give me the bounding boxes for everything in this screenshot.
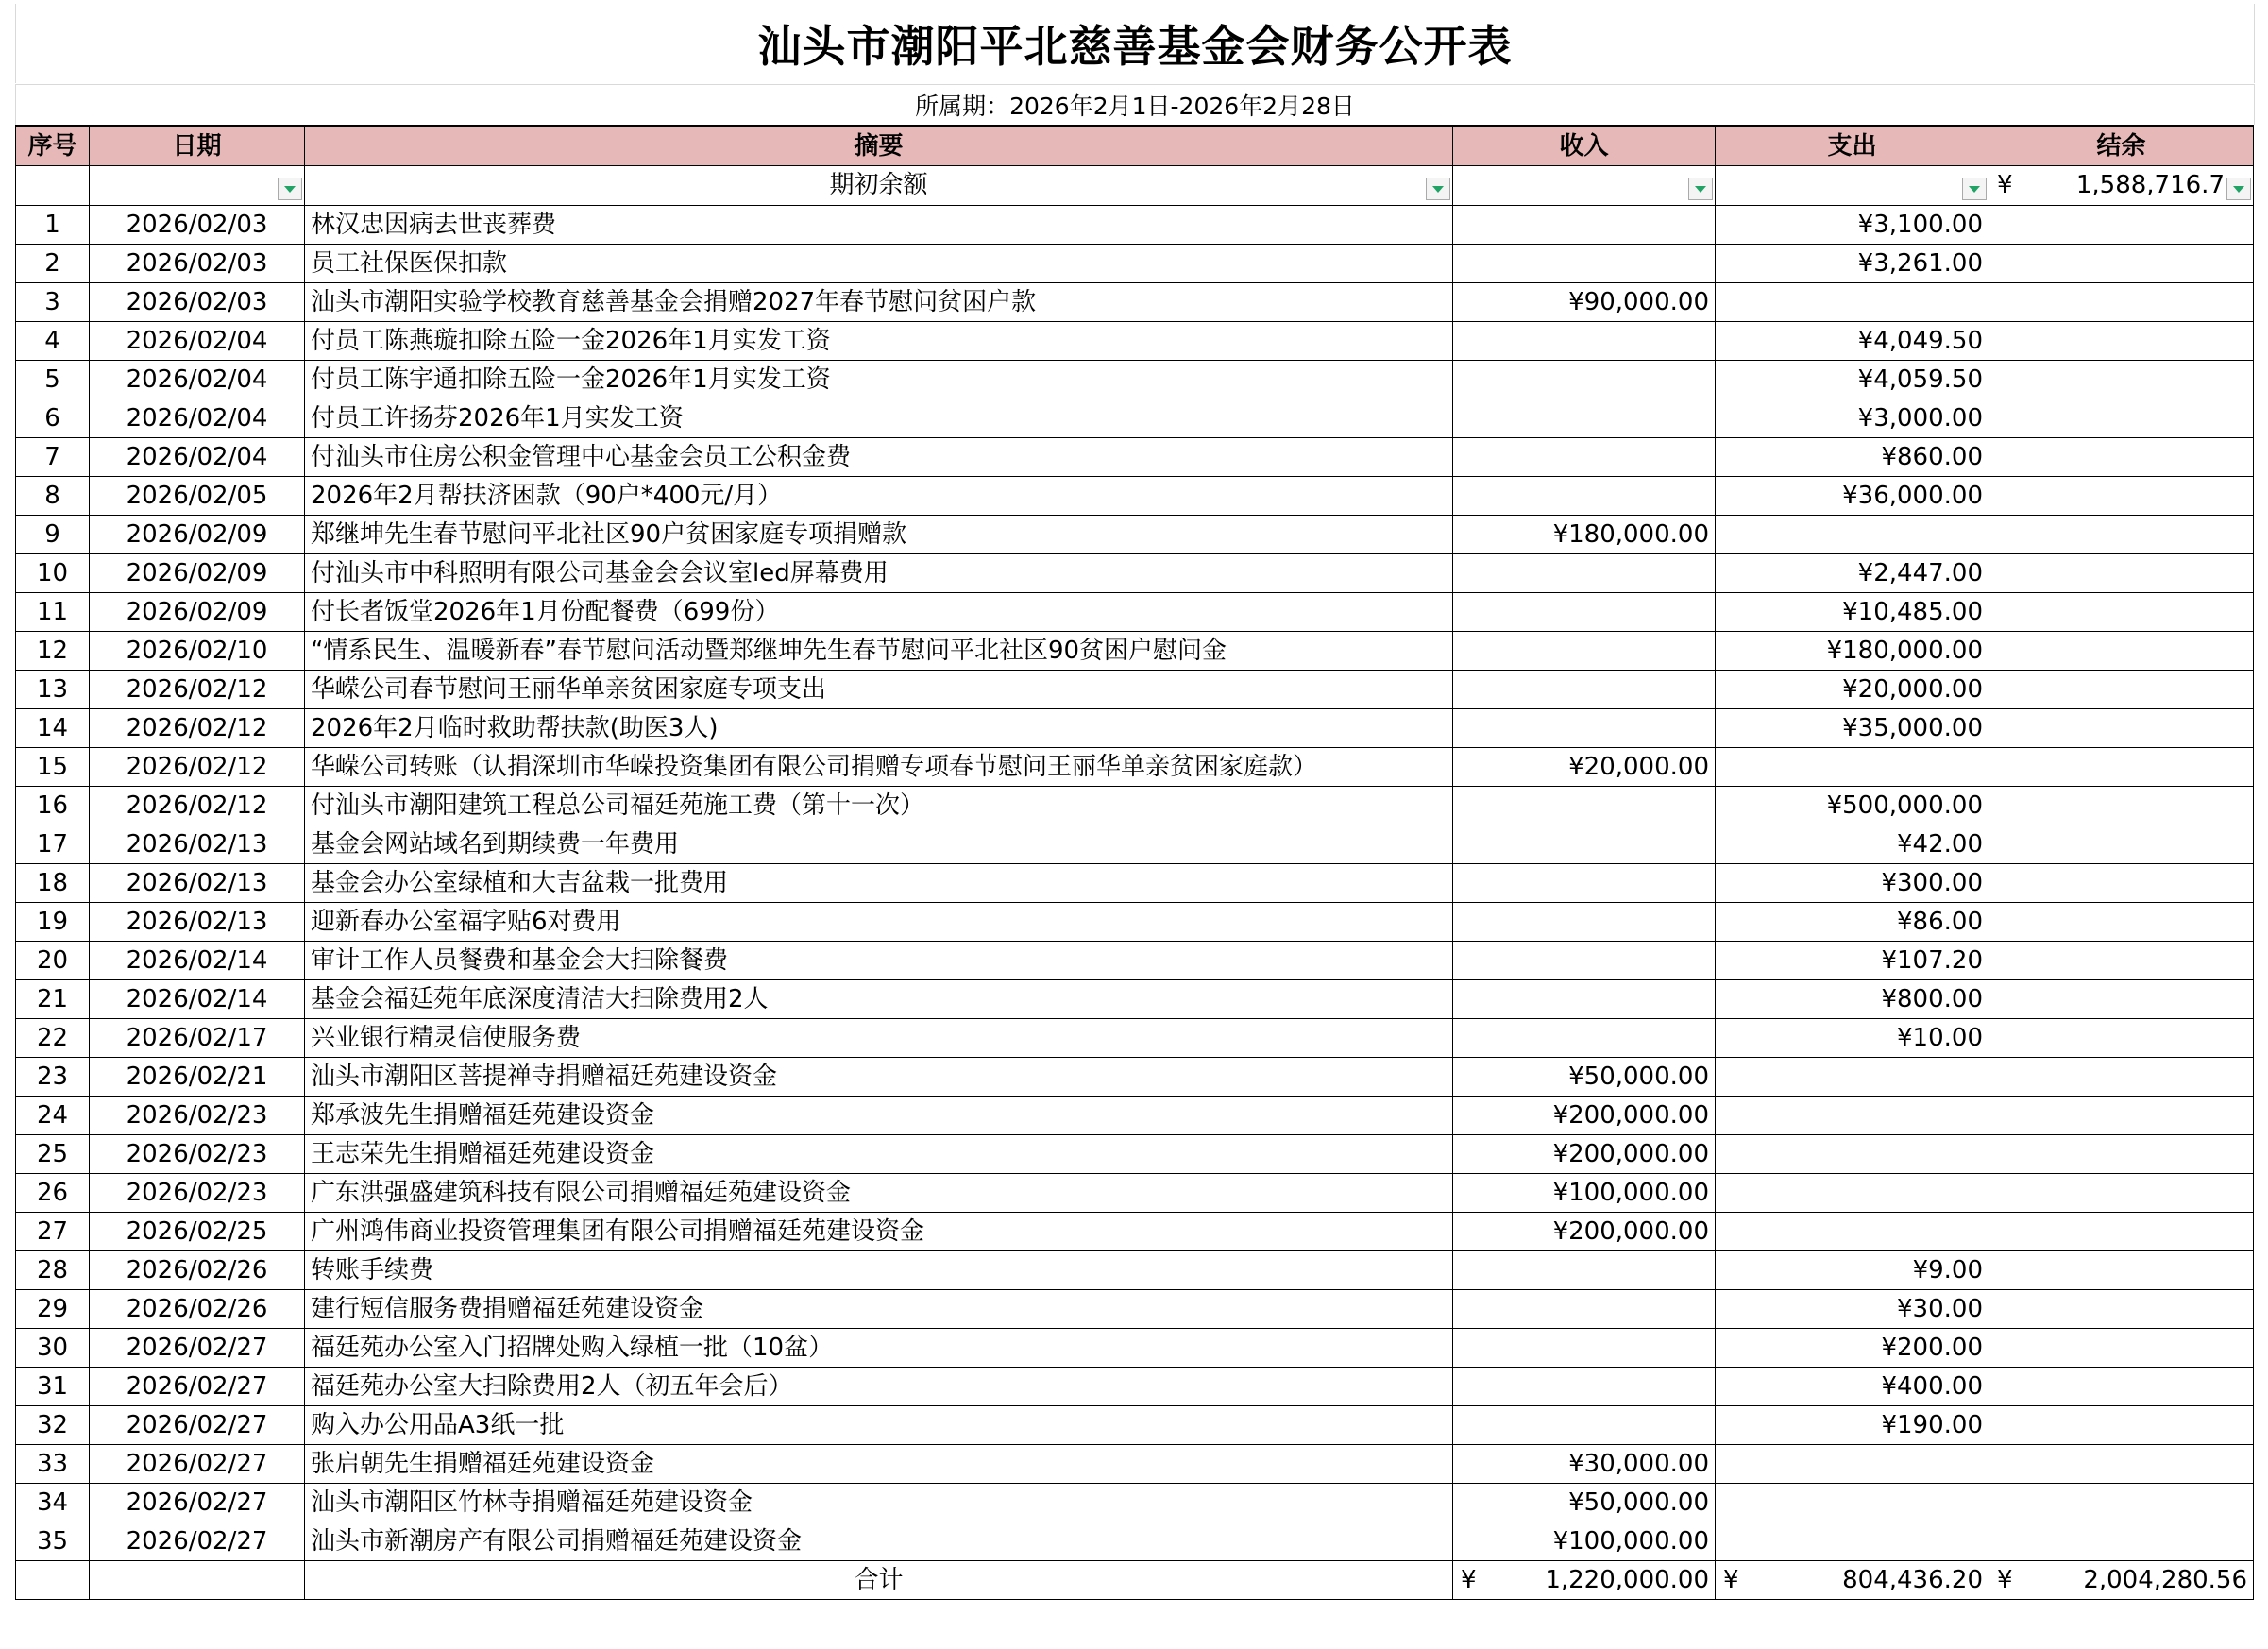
total-income-currency: ¥ [1461,1566,1477,1594]
table-row [16,942,2254,980]
table-row [16,1445,2254,1484]
income-cell[interactable] [1453,554,1716,593]
summary-cell[interactable]: 付长者饭堂2026年1月份配餐费（699份） [305,593,1453,632]
date-cell[interactable]: 2026/02/27 [90,1445,305,1484]
balance-cell[interactable] [1989,1019,2254,1058]
date-cell[interactable]: 2026/02/09 [90,593,305,632]
opening-balance-cell[interactable] [1989,166,2254,206]
table-row [16,1174,2254,1213]
table-row [16,748,2254,787]
date-cell[interactable]: 2026/02/04 [90,322,305,361]
expense-cell[interactable]: ¥200.00 [1716,1329,1989,1368]
balance-cell[interactable] [1989,283,2254,322]
summary-cell[interactable]: 2026年2月临时救助帮扶款(助医3人) [305,709,1453,748]
expense-cell[interactable] [1716,1058,1989,1096]
date-cell[interactable]: 2026/02/12 [90,709,305,748]
period-cell[interactable] [15,84,2255,125]
seq-cell[interactable]: 28 [16,1251,90,1290]
header-summary[interactable]: 摘要 [305,127,1453,166]
expense-cell[interactable] [1716,283,1989,322]
total-label: 合计 [854,1566,904,1594]
expense-cell[interactable] [1716,1135,1989,1174]
summary-cell[interactable]: “情系民生、温暖新春”春节慰问活动暨郑继坤先生春节慰问平北社区90贫困户慰问金 [305,632,1453,671]
summary-cell[interactable]: 付员工陈宇通扣除五险一金2026年1月实发工资 [305,361,1453,400]
table-row [16,361,2254,400]
period-text: 所属期：2026年2月1日-2026年2月28日 [915,93,1355,120]
balance-cell[interactable] [1989,980,2254,1019]
table-row [16,322,2254,361]
balance-cell[interactable] [1989,400,2254,438]
summary-cell[interactable]: 员工社保医保扣款 [305,245,1453,283]
expense-cell[interactable] [1716,1174,1989,1213]
table-row [16,864,2254,903]
balance-cell[interactable] [1989,322,2254,361]
summary-cell[interactable]: 郑继坤先生春节慰问平北社区90户贫困家庭专项捐赠款 [305,516,1453,554]
table-row [16,593,2254,632]
income-cell[interactable] [1453,206,1716,245]
balance-cell[interactable] [1989,1329,2254,1368]
date-cell[interactable]: 2026/02/10 [90,632,305,671]
expense-cell[interactable]: ¥4,059.50 [1716,361,1989,400]
balance-cell[interactable] [1989,903,2254,942]
summary-cell[interactable]: 汕头市潮阳区菩提禅寺捐赠福廷苑建设资金 [305,1058,1453,1096]
date-cell[interactable]: 2026/02/17 [90,1019,305,1058]
table-row [16,1019,2254,1058]
summary-cell[interactable]: 购入办公用品A3纸一批 [305,1406,1453,1445]
expense-cell[interactable] [1716,1213,1989,1251]
header-row [16,127,2254,166]
summary-cell[interactable]: 基金会福廷苑年底深度清洁大扫除费用2人 [305,980,1453,1019]
table-row [16,632,2254,671]
expense-cell[interactable]: ¥400.00 [1716,1368,1989,1406]
page-title: 汕头市潮阳平北慈善基金会财务公开表 [757,21,1513,72]
expense-cell[interactable]: ¥107.20 [1716,942,1989,980]
total-income-value: 1,220,000.00 [1545,1566,1709,1594]
balance-cell[interactable] [1989,593,2254,632]
date-cell[interactable]: 2026/02/04 [90,361,305,400]
table-row [16,400,2254,438]
expense-cell[interactable]: ¥300.00 [1716,864,1989,903]
opening-balance-row [16,166,2254,206]
expense-cell[interactable]: ¥36,000.00 [1716,477,1989,516]
expense-cell[interactable] [1716,1484,1989,1522]
filter-dropdown-icon[interactable] [2226,178,2251,200]
date-cell[interactable]: 2026/02/27 [90,1522,305,1561]
summary-cell[interactable]: 汕头市新潮房产有限公司捐赠福廷苑建设资金 [305,1522,1453,1561]
date-cell[interactable]: 2026/02/25 [90,1213,305,1251]
income-cell[interactable] [1453,1290,1716,1329]
date-cell[interactable]: 2026/02/14 [90,942,305,980]
total-label-cell[interactable] [305,1561,1453,1600]
income-cell[interactable] [1453,942,1716,980]
seq-cell[interactable]: 1 [16,206,90,245]
summary-cell[interactable]: 审计工作人员餐费和基金会大扫除餐费 [305,942,1453,980]
expense-cell[interactable]: ¥35,000.00 [1716,709,1989,748]
expense-cell[interactable] [1716,1445,1989,1484]
income-cell[interactable]: ¥50,000.00 [1453,1484,1716,1522]
seq-cell[interactable]: 24 [16,1096,90,1135]
expense-cell[interactable]: ¥30.00 [1716,1290,1989,1329]
seq-cell[interactable]: 16 [16,787,90,825]
date-cell[interactable]: 2026/02/13 [90,864,305,903]
income-cell[interactable] [1453,709,1716,748]
table-row [16,283,2254,322]
balance-cell[interactable] [1989,1522,2254,1561]
seq-cell[interactable]: 15 [16,748,90,787]
seq-cell[interactable]: 34 [16,1484,90,1522]
date-cell[interactable]: 2026/02/23 [90,1174,305,1213]
table-row [16,787,2254,825]
balance-cell[interactable] [1989,477,2254,516]
expense-cell[interactable] [1716,516,1989,554]
balance-cell[interactable] [1989,1174,2254,1213]
header-income[interactable]: 收入 [1453,127,1716,166]
income-cell[interactable] [1453,1329,1716,1368]
expense-cell[interactable]: ¥190.00 [1716,1406,1989,1445]
summary-cell[interactable]: 付员工陈燕璇扣除五险一金2026年1月实发工资 [305,322,1453,361]
balance-cell[interactable] [1989,1251,2254,1290]
seq-cell[interactable]: 31 [16,1368,90,1406]
expense-cell[interactable]: ¥860.00 [1716,438,1989,477]
income-cell[interactable] [1453,787,1716,825]
seq-cell[interactable]: 22 [16,1019,90,1058]
seq-cell[interactable]: 32 [16,1406,90,1445]
balance-cell[interactable] [1989,1096,2254,1135]
summary-cell[interactable]: 汕头市潮阳区竹林寺捐赠福廷苑建设资金 [305,1484,1453,1522]
seq-cell[interactable]: 12 [16,632,90,671]
income-cell[interactable] [1453,245,1716,283]
expense-cell[interactable]: ¥10.00 [1716,1019,1989,1058]
balance-cell[interactable] [1989,825,2254,864]
header-date[interactable]: 日期 [90,127,305,166]
summary-cell[interactable]: 汕头市潮阳实验学校教育慈善基金会捐赠2027年春节慰问贫困户款 [305,283,1453,322]
balance-cell[interactable] [1989,942,2254,980]
seq-cell[interactable]: 25 [16,1135,90,1174]
summary-cell[interactable]: 福廷苑办公室入门招牌处购入绿植一批（10盆） [305,1329,1453,1368]
table-row [16,1406,2254,1445]
table-row [16,1522,2254,1561]
balance-cell[interactable] [1989,709,2254,748]
summary-cell[interactable]: 广州鸿伟商业投资管理集团有限公司捐赠福廷苑建设资金 [305,1213,1453,1251]
expense-cell[interactable] [1716,1522,1989,1561]
balance-cell[interactable] [1989,245,2254,283]
total-expense-currency: ¥ [1723,1566,1739,1594]
table-row [16,206,2254,245]
filter-dropdown-icon[interactable] [278,178,302,200]
summary-cell[interactable]: 福廷苑办公室大扫除费用2人（初五年会后） [305,1368,1453,1406]
total-balance-currency: ¥ [1997,1566,2013,1594]
total-balance-cell[interactable] [1989,1561,2254,1600]
seq-cell[interactable]: 29 [16,1290,90,1329]
table-row [16,554,2254,593]
total-expense-cell[interactable] [1716,1561,1989,1600]
table-row [16,1251,2254,1290]
income-cell[interactable] [1453,980,1716,1019]
expense-cell[interactable]: ¥2,447.00 [1716,554,1989,593]
table-row [16,1329,2254,1368]
date-cell[interactable]: 2026/02/21 [90,1058,305,1096]
date-cell[interactable]: 2026/02/26 [90,1251,305,1290]
table-row [16,516,2254,554]
income-cell[interactable] [1453,1019,1716,1058]
title-cell[interactable] [15,4,2255,83]
summary-cell[interactable]: 王志荣先生捐赠福廷苑建设资金 [305,1135,1453,1174]
table-row [16,980,2254,1019]
expense-cell[interactable]: ¥800.00 [1716,980,1989,1019]
balance-cell[interactable] [1989,1135,2254,1174]
income-cell[interactable] [1453,1251,1716,1290]
seq-cell[interactable]: 26 [16,1174,90,1213]
balance-cell[interactable] [1989,671,2254,709]
income-cell[interactable] [1453,671,1716,709]
balance-cell[interactable] [1989,1484,2254,1522]
seq-cell[interactable]: 4 [16,322,90,361]
date-cell[interactable]: 2026/02/23 [90,1135,305,1174]
seq-cell[interactable]: 11 [16,593,90,632]
balance-cell[interactable] [1989,787,2254,825]
income-cell[interactable] [1453,1406,1716,1445]
expense-cell[interactable]: ¥3,000.00 [1716,400,1989,438]
table-row [16,1135,2254,1174]
income-cell[interactable]: ¥200,000.00 [1453,1096,1716,1135]
expense-cell[interactable]: ¥3,261.00 [1716,245,1989,283]
opening-seq-cell[interactable] [16,166,90,206]
filter-dropdown-icon[interactable] [1688,178,1713,200]
table-row [16,1096,2254,1135]
seq-cell[interactable]: 3 [16,283,90,322]
date-cell[interactable]: 2026/02/27 [90,1368,305,1406]
table-row [16,825,2254,864]
opening-balance-value: 1,588,716.7 [2075,171,2225,199]
opening-currency: ¥ [1997,171,2013,199]
opening-date-cell[interactable] [90,166,305,206]
income-cell[interactable]: ¥90,000.00 [1453,283,1716,322]
date-cell[interactable]: 2026/02/05 [90,477,305,516]
total-seq-cell[interactable] [16,1561,90,1600]
summary-cell[interactable]: 转账手续费 [305,1251,1453,1290]
income-cell[interactable]: ¥100,000.00 [1453,1522,1716,1561]
seq-cell[interactable]: 5 [16,361,90,400]
table-row [16,903,2254,942]
ledger-table [15,125,2254,1600]
total-row [16,1561,2254,1600]
summary-cell[interactable]: 付汕头市潮阳建筑工程总公司福廷苑施工费（第十一次） [305,787,1453,825]
total-income-cell[interactable] [1453,1561,1716,1600]
balance-cell[interactable] [1989,1406,2254,1445]
table-row [16,1058,2254,1096]
header-balance[interactable]: 结余 [1989,127,2254,166]
table-row [16,1368,2254,1406]
income-cell[interactable]: ¥20,000.00 [1453,748,1716,787]
table-row [16,671,2254,709]
balance-cell[interactable] [1989,361,2254,400]
seq-cell[interactable]: 30 [16,1329,90,1368]
table-row [16,1290,2254,1329]
summary-cell[interactable]: 林汉忠因病去世丧葬费 [305,206,1453,245]
income-cell[interactable]: ¥100,000.00 [1453,1174,1716,1213]
seq-cell[interactable]: 21 [16,980,90,1019]
date-cell[interactable]: 2026/02/27 [90,1484,305,1522]
filter-dropdown-icon[interactable] [1426,178,1450,200]
expense-cell[interactable] [1716,748,1989,787]
date-cell[interactable]: 2026/02/03 [90,283,305,322]
opening-summary-cell[interactable] [305,166,1453,206]
summary-cell[interactable]: 付员工许扬芬2026年1月实发工资 [305,400,1453,438]
income-cell[interactable] [1453,322,1716,361]
table-row [16,709,2254,748]
seq-cell[interactable]: 8 [16,477,90,516]
expense-cell[interactable] [1716,1096,1989,1135]
date-cell[interactable]: 2026/02/27 [90,1329,305,1368]
date-cell[interactable]: 2026/02/13 [90,825,305,864]
expense-cell[interactable]: ¥42.00 [1716,825,1989,864]
seq-cell[interactable]: 33 [16,1445,90,1484]
table-row [16,1213,2254,1251]
date-cell[interactable]: 2026/02/13 [90,903,305,942]
balance-cell[interactable] [1989,1445,2254,1484]
balance-cell[interactable] [1989,1368,2254,1406]
total-date-cell[interactable] [90,1561,305,1600]
date-cell[interactable]: 2026/02/12 [90,671,305,709]
expense-cell[interactable]: ¥10,485.00 [1716,593,1989,632]
income-cell[interactable] [1453,400,1716,438]
table-row [16,245,2254,283]
income-cell[interactable] [1453,477,1716,516]
seq-cell[interactable]: 9 [16,516,90,554]
summary-cell[interactable]: 兴业银行精灵信使服务费 [305,1019,1453,1058]
summary-cell[interactable]: 基金会办公室绿植和大吉盆栽一批费用 [305,864,1453,903]
expense-cell[interactable]: ¥20,000.00 [1716,671,1989,709]
table-row [16,438,2254,477]
header-seq[interactable]: 序号 [16,127,90,166]
expense-cell[interactable]: ¥86.00 [1716,903,1989,942]
table-row [16,1484,2254,1522]
seq-cell[interactable]: 7 [16,438,90,477]
date-cell[interactable]: 2026/02/03 [90,245,305,283]
header-expense[interactable]: 支出 [1716,127,1989,166]
seq-cell[interactable]: 17 [16,825,90,864]
balance-cell[interactable] [1989,516,2254,554]
summary-cell[interactable]: 郑承波先生捐赠福廷苑建设资金 [305,1096,1453,1135]
balance-cell[interactable] [1989,1290,2254,1329]
income-cell[interactable]: ¥200,000.00 [1453,1213,1716,1251]
expense-cell[interactable]: ¥9.00 [1716,1251,1989,1290]
summary-cell[interactable]: 基金会网站域名到期续费一年费用 [305,825,1453,864]
balance-cell[interactable] [1989,206,2254,245]
date-cell[interactable]: 2026/02/12 [90,748,305,787]
opening-income-cell[interactable] [1453,166,1716,206]
income-cell[interactable] [1453,825,1716,864]
seq-cell[interactable]: 35 [16,1522,90,1561]
date-cell[interactable]: 2026/02/04 [90,400,305,438]
filter-dropdown-icon[interactable] [1962,178,1987,200]
date-cell[interactable]: 2026/02/03 [90,206,305,245]
balance-cell[interactable] [1989,632,2254,671]
income-cell[interactable] [1453,864,1716,903]
summary-cell[interactable]: 迎新春办公室福字贴6对费用 [305,903,1453,942]
seq-cell[interactable]: 18 [16,864,90,903]
opening-label: 期初余额 [829,171,928,199]
expense-cell[interactable]: ¥4,049.50 [1716,322,1989,361]
date-cell[interactable]: 2026/02/04 [90,438,305,477]
balance-cell[interactable] [1989,864,2254,903]
table-row [16,477,2254,516]
seq-cell[interactable]: 10 [16,554,90,593]
balance-cell[interactable] [1989,554,2254,593]
income-cell[interactable] [1453,903,1716,942]
total-balance-value: 2,004,280.56 [2083,1566,2247,1594]
summary-cell[interactable]: 华嵘公司春节慰问王丽华单亲贫困家庭专项支出 [305,671,1453,709]
summary-cell[interactable]: 2026年2月帮扶济困款（90户*400元/月） [305,477,1453,516]
income-cell[interactable] [1453,361,1716,400]
total-expense-value: 804,436.20 [1842,1566,1983,1594]
summary-cell[interactable]: 广东洪强盛建筑科技有限公司捐赠福廷苑建设资金 [305,1174,1453,1213]
seq-cell[interactable]: 23 [16,1058,90,1096]
income-cell[interactable] [1453,438,1716,477]
summary-cell[interactable]: 建行短信服务费捐赠福廷苑建设资金 [305,1290,1453,1329]
expense-cell[interactable]: ¥180,000.00 [1716,632,1989,671]
date-cell[interactable]: 2026/02/26 [90,1290,305,1329]
balance-cell[interactable] [1989,438,2254,477]
seq-cell[interactable]: 6 [16,400,90,438]
income-cell[interactable]: ¥30,000.00 [1453,1445,1716,1484]
balance-cell[interactable] [1989,748,2254,787]
date-cell[interactable]: 2026/02/09 [90,516,305,554]
opening-expense-cell[interactable] [1716,166,1989,206]
summary-cell[interactable]: 付汕头市中科照明有限公司基金会会议室led屏幕费用 [305,554,1453,593]
income-cell[interactable]: ¥200,000.00 [1453,1135,1716,1174]
expense-cell[interactable]: ¥3,100.00 [1716,206,1989,245]
summary-cell[interactable]: 华嵘公司转账（认捐深圳市华嵘投资集团有限公司捐赠专项春节慰问王丽华单亲贫困家庭款） [305,748,1453,787]
seq-cell[interactable]: 27 [16,1213,90,1251]
date-cell[interactable]: 2026/02/27 [90,1406,305,1445]
income-cell[interactable] [1453,632,1716,671]
date-cell[interactable]: 2026/02/23 [90,1096,305,1135]
income-cell[interactable] [1453,1368,1716,1406]
summary-cell[interactable]: 付汕头市住房公积金管理中心基金会员工公积金费 [305,438,1453,477]
income-cell[interactable]: ¥180,000.00 [1453,516,1716,554]
expense-cell[interactable]: ¥500,000.00 [1716,787,1989,825]
income-cell[interactable] [1453,593,1716,632]
balance-cell[interactable] [1989,1058,2254,1096]
balance-cell[interactable] [1989,1213,2254,1251]
seq-cell[interactable]: 14 [16,709,90,748]
seq-cell[interactable]: 2 [16,245,90,283]
date-cell[interactable]: 2026/02/09 [90,554,305,593]
date-cell[interactable]: 2026/02/14 [90,980,305,1019]
summary-cell[interactable]: 张启朝先生捐赠福廷苑建设资金 [305,1445,1453,1484]
seq-cell[interactable]: 20 [16,942,90,980]
income-cell[interactable]: ¥50,000.00 [1453,1058,1716,1096]
seq-cell[interactable]: 19 [16,903,90,942]
date-cell[interactable]: 2026/02/12 [90,787,305,825]
seq-cell[interactable]: 13 [16,671,90,709]
